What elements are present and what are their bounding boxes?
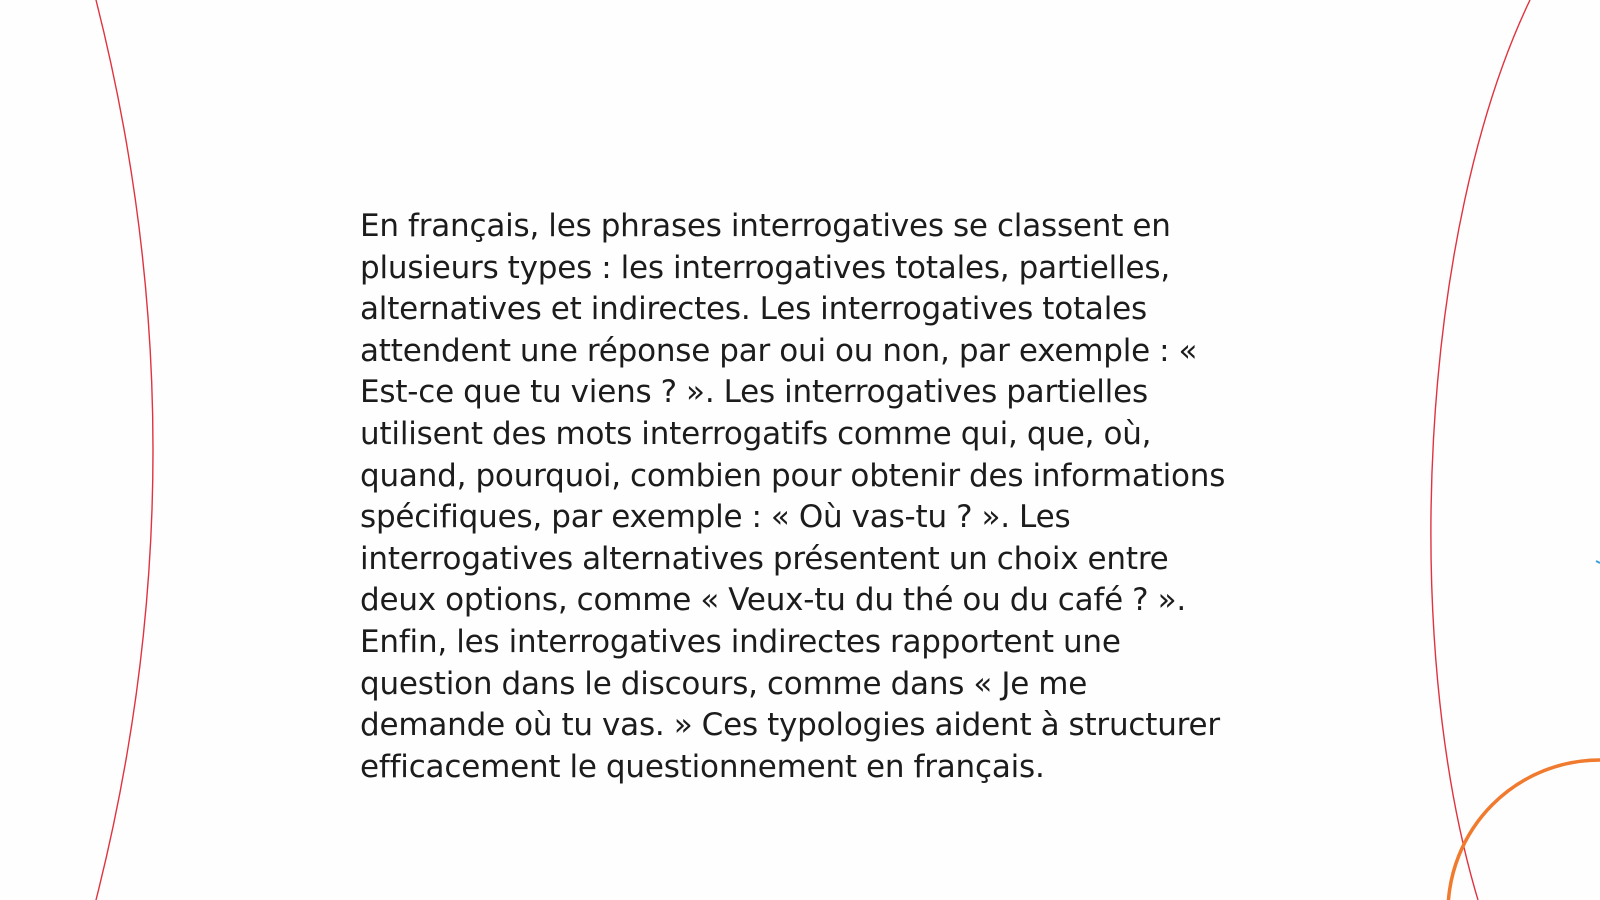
blue-accent-tick bbox=[1596, 561, 1600, 563]
body-paragraph: En français, les phrases interrogatives se classent en plusieurs types : les interrogatives totales, partielles, alternatives et indirectes. Les interrogatives totales attendent une réponse par oui ou non, par exemple : « Est-ce que tu viens ? ». Les interrogatives partielles utilisent des mots interrogatifs comme qui, que, où, quand, pourquoi, combien pour obtenir des informations spécifiques, par exemple : « Où vas-tu ? ». Les interrogatives alternatives présentent un choix entre deux options, comme « Veux-tu du thé ou du café ? ». Enfin, les interrogatives indirectes rapportent une question dans le discours, comme dans « Je me demande où tu vas. » Ces typologies aident à structurer efficacement le questionnement en français. bbox=[360, 208, 1226, 785]
left-curve-line bbox=[96, 0, 153, 900]
right-curve-line bbox=[1431, 0, 1530, 900]
orange-circle-arc bbox=[1448, 760, 1600, 900]
